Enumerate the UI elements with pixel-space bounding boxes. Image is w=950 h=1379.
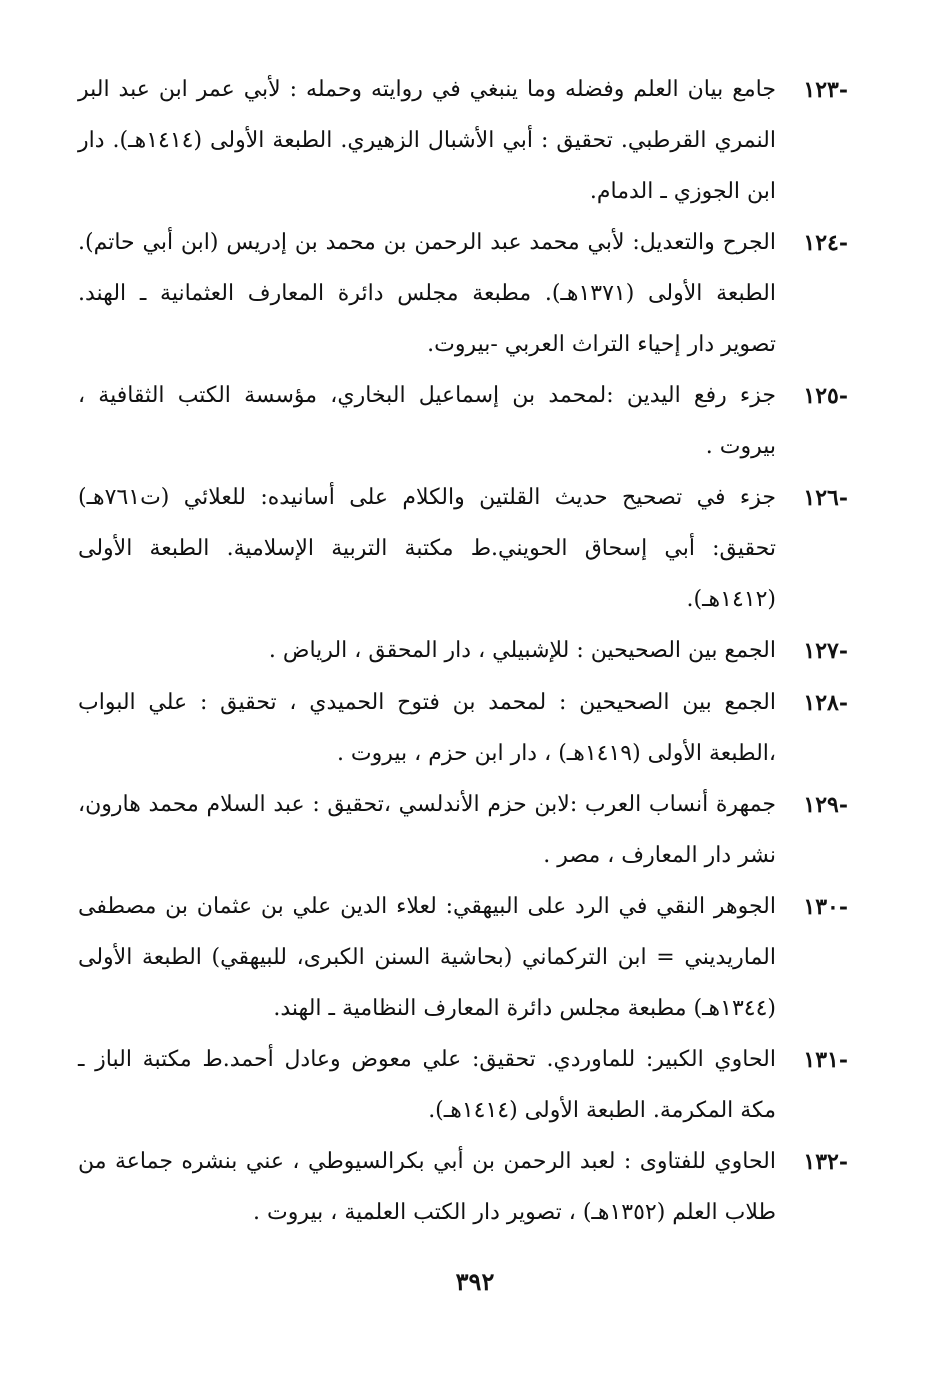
entry-number: -١٢٧ <box>803 638 848 664</box>
bibliography-entry <box>78 677 848 779</box>
entry-text: الجمع بين الصحيحين : للإشبيلي ، دار المحقق ، الرياض . <box>268 638 776 663</box>
entry-text: الجمع بين الصحيحين : لمحمد بن فتوح الحميدي ، تحقيق : علي البواب ،الطبعة الأولى (١٤١٩هـ) ، دار ابن حزم ، بيروت . <box>78 690 776 766</box>
bibliography-entry <box>78 370 848 472</box>
entry-number: -١٢٤ <box>803 230 848 256</box>
entry-text: الجوهر النقي في الرد على البيهقي: لعلاء الدين علي بن عثمان بن مصطفى الماريديني = ابن التركماني (بحاشية السنن الكبرى، للبيهقي) الطبعة الأولى (١٣٤٤هـ) مطبعة مجلس دائرة المعارف النظامية ـ الهند. <box>78 894 776 1021</box>
entry-number: -١٢٨ <box>803 690 848 716</box>
bibliography-entry <box>78 779 848 881</box>
entry-number: -١٣٢ <box>803 1149 848 1175</box>
bibliography-entry <box>78 1034 848 1136</box>
entry-number: -١٣٠ <box>803 894 848 920</box>
entry-text: الحاوي الكبير: للماوردي. تحقيق: علي معوض وعادل أحمد.ط مكتبة الباز ـ مكة المكرمة. الطبعة الأولى (١٤١٤هـ). <box>78 1047 776 1123</box>
bibliography-entry <box>78 881 848 1034</box>
bibliography-entry <box>78 472 848 625</box>
entry-number: -١٢٩ <box>803 792 848 818</box>
page-number: ٣٩٢ <box>455 1267 495 1296</box>
bibliography-entry <box>78 625 848 677</box>
bibliography-entry <box>78 1136 848 1238</box>
entry-text: جزء في تصحيح حديث القلتين والكلام على أسانيده: للعلائي (ت٧٦١هـ) تحقيق: أبي إسحاق الحويني.ط مكتبة التربية الإسلامية. الطبعة الأولى (١٤١٢هـ). <box>78 485 776 612</box>
entry-text: الحاوي للفتاوى : لعبد الرحمن بن أبي بكرالسيوطي ، عني بنشره جماعة من طلاب العلم (١٣٥٢هـ) ، تصوير دار الكتب العلمية ، بيروت . <box>78 1149 776 1225</box>
entry-number: -١٣١ <box>803 1047 848 1073</box>
entry-text: جامع بيان العلم وفضله وما ينبغي في روايته وحمله : لأبي عمر ابن عبد البر النمري القرطبي. تحقيق : أبي الأشبال الزهيري. الطبعة الأولى (١٤١٤هـ). دار ابن الجوزي ـ الدمام. <box>78 77 776 204</box>
entry-text: جمهرة أنساب العرب :لابن حزم الأندلسي ،تحقيق : عبد السلام محمد هارون، نشر دار المعارف ، مصر . <box>78 792 776 868</box>
bibliography-entry <box>78 217 848 370</box>
bibliography-entry <box>78 64 848 217</box>
bibliography-list <box>78 64 848 1238</box>
entry-number: -١٢٦ <box>803 485 848 511</box>
entry-text: الجرح والتعديل: لأبي محمد عبد الرحمن بن محمد بن إدريس (ابن أبي حاتم). الطبعة الأولى (١٣٧١هـ). مطبعة مجلس دائرة المعارف العثمانية ـ الهند. تصوير دار إحياء التراث العربي -بيروت. <box>78 230 776 357</box>
entry-text: جزء رفع اليدين :لمحمد بن إسماعيل البخاري، مؤسسة الكتب الثقافية ، بيروت . <box>78 383 776 459</box>
entry-number: -١٢٣ <box>803 77 848 103</box>
entry-number: -١٢٥ <box>803 383 848 409</box>
